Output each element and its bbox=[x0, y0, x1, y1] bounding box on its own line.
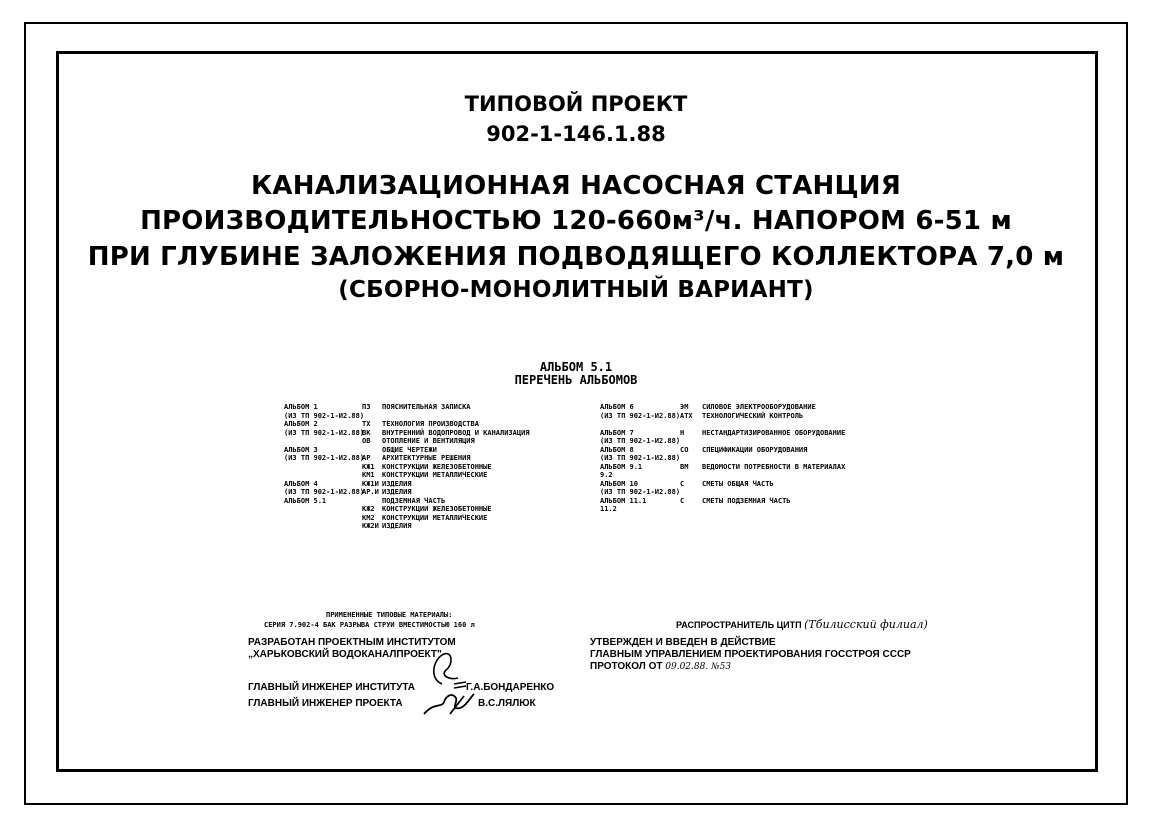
distributor bbox=[676, 619, 928, 631]
chief-engineer-project-name: В.С.ЛЯЛЮК bbox=[478, 698, 536, 709]
album-row: КМ1 КОНСТРУКЦИИ МЕТАЛЛИЧЕСКИЕ bbox=[362, 471, 488, 479]
album-list-title: ПЕРЕЧЕНЬ АЛЬБОМОВ bbox=[514, 373, 638, 387]
project-number: 902-1-146.1.88 bbox=[486, 122, 666, 146]
album-row bbox=[600, 420, 845, 429]
album-row: АЛЬБОМ 8 СО СПЕЦИФИКАЦИИ ОБОРУДОВАНИЯ bbox=[600, 445, 808, 454]
album-row: КЖ2И ИЗДЕЛИЯ bbox=[362, 522, 412, 530]
album-number: АЛЬБОМ 5.1 bbox=[539, 360, 613, 374]
album-row: (ИЗ ТП 902-1-И2.88) bbox=[600, 488, 681, 496]
main-title-line4: (СБОРНО-МОНОЛИТНЫЙ ВАРИАНТ) bbox=[338, 277, 814, 303]
album-row: 11.2 bbox=[600, 505, 617, 513]
approval-line2: ГЛАВНЫМ УПРАВЛЕНИЕМ ПРОЕКТИРОВАНИЯ ГОССТРОЯ СССР bbox=[590, 649, 911, 660]
album-row: ОВ ОТОПЛЕНИЕ И ВЕНТИЛЯЦИЯ bbox=[362, 437, 475, 445]
album-row: АЛЬБОМ 6 ЭМ СИЛОВОЕ ЭЛЕКТРООБОРУДОВАНИЕ bbox=[600, 403, 816, 411]
album-row: (ИЗ ТП 902-1-И2.88) bbox=[600, 437, 681, 445]
album-row: КЖ1 КОНСТРУКЦИИ ЖЕЛЕЗОБЕТОННЫЕ bbox=[362, 462, 492, 471]
signature-project-icon bbox=[420, 688, 478, 718]
developer-line2: „ХАРЬКОВСКИЙ ВОДОКАНАЛПРОЕКТ" bbox=[248, 649, 442, 660]
album-row: АЛЬБОМ 5.1 ПОДЗЕМНАЯ ЧАСТЬ bbox=[284, 496, 446, 505]
album-row: КЖ2 КОНСТРУКЦИИ ЖЕЛЕЗОБЕТОННЫЕ bbox=[362, 505, 492, 513]
album-row: АЛЬБОМ 11.1 С СМЕТЫ ПОДЗЕМНАЯ ЧАСТЬ bbox=[600, 496, 791, 505]
album-row: АЛЬБОМ 1 ПЗ ПОЯСНИТЕЛЬНАЯ ЗАПИСКА bbox=[284, 403, 471, 411]
main-title-line1: КАНАЛИЗАЦИОННАЯ НАСОСНАЯ СТАНЦИЯ bbox=[250, 171, 901, 201]
album-row: АЛЬБОМ 10 С СМЕТЫ ОБЩАЯ ЧАСТЬ bbox=[600, 479, 774, 488]
album-row: АЛЬБОМ 9.1 ВМ ВЕДОМОСТИ ПОТРЕБНОСТИ В МАТЕРИАЛАХ bbox=[600, 462, 846, 471]
approval-line1: УТВЕРЖДЕН И ВВЕДЕН В ДЕЙСТВИЕ bbox=[590, 637, 776, 648]
album-row: (ИЗ ТП 902-1-И2.88)АТХ ТЕХНОЛОГИЧЕСКИЙ КОНТРОЛЬ bbox=[600, 411, 804, 420]
album-row: АЛЬБОМ 7 Н НЕСТАНДАРТИЗИРОВАННОЕ ОБОРУДОВАНИЕ bbox=[600, 428, 846, 437]
album-row: АЛЬБОМ 2 ТХ ТЕХНОЛОГИЯ ПРОИЗВОДСТВА bbox=[284, 420, 479, 428]
materials-series: СЕРИЯ 7.902-4 БАК РАЗРЫВА СТРУИ ВМЕСТИМОСТЬЮ 160 л bbox=[264, 621, 475, 629]
materials-title: ПРИМЕНЕННЫЕ ТИПОВЫЕ МАТЕРИАЛЫ: bbox=[326, 611, 453, 619]
albums-list-right bbox=[600, 403, 845, 514]
signature-institute-icon bbox=[420, 648, 470, 692]
album-row: (ИЗ ТП 902-1-И2.88)ВК ВНУТРЕННИЙ ВОДОПРОВОД И КАНАЛИЗАЦИЯ bbox=[284, 428, 530, 437]
distributor-label: РАСПРОСТРАНИТЕЛЬ ЦИТП bbox=[676, 620, 802, 630]
album-row: (ИЗ ТП 902-1-И2.88) bbox=[600, 454, 681, 462]
project-type: ТИПОВОЙ ПРОЕКТ bbox=[464, 92, 688, 116]
developer-line1: РАЗРАБОТАН ПРОЕКТНЫМ ИНСТИТУТОМ bbox=[248, 637, 456, 648]
album-row: 9.2 bbox=[600, 471, 613, 479]
approval-protocol bbox=[590, 661, 731, 673]
chief-engineer-institute-name: Г.А.БОНДАРЕНКО bbox=[466, 682, 555, 693]
main-title-line3: ПРИ ГЛУБИНЕ ЗАЛОЖЕНИЯ ПОДВОДЯЩЕГО КОЛЛЕКТОРА 7,0 м bbox=[87, 242, 1065, 272]
inner-frame bbox=[56, 51, 1098, 772]
album-row: АЛЬБОМ 3 ОБЩИЕ ЧЕРТЕЖИ bbox=[284, 445, 437, 454]
protocol-label: ПРОТОКОЛ ОТ bbox=[590, 661, 663, 672]
album-row: АЛЬБОМ 4 КЖ1И ИЗДЕЛИЯ bbox=[284, 479, 412, 488]
album-row: КМ2 КОНСТРУКЦИИ МЕТАЛЛИЧЕСКИЕ bbox=[362, 513, 488, 522]
protocol-value: 09.02.88. №53 bbox=[665, 662, 732, 672]
main-title-line2: ПРОИЗВОДИТЕЛЬНОСТЬЮ 120-660м³/ч. НАПОРОМ 6-51 м bbox=[140, 206, 1012, 236]
distributor-branch: (Тбилисский филиал) bbox=[804, 618, 928, 631]
chief-engineer-institute-role: ГЛАВНЫЙ ИНЖЕНЕР ИНСТИТУТА bbox=[248, 682, 416, 693]
album-row: (ИЗ ТП 902-1-И2.88)АР.И ИЗДЕЛИЯ bbox=[284, 488, 412, 496]
albums-list-left bbox=[284, 403, 530, 531]
chief-engineer-project-role: ГЛАВНЫЙ ИНЖЕНЕР ПРОЕКТА bbox=[248, 698, 403, 709]
album-row: (ИЗ ТП 902-1-И2.88)АР АРХИТЕКТУРНЫЕ РЕШЕНИЯ bbox=[284, 454, 471, 462]
album-row: (ИЗ ТП 902-1-И2.88) bbox=[284, 411, 365, 420]
